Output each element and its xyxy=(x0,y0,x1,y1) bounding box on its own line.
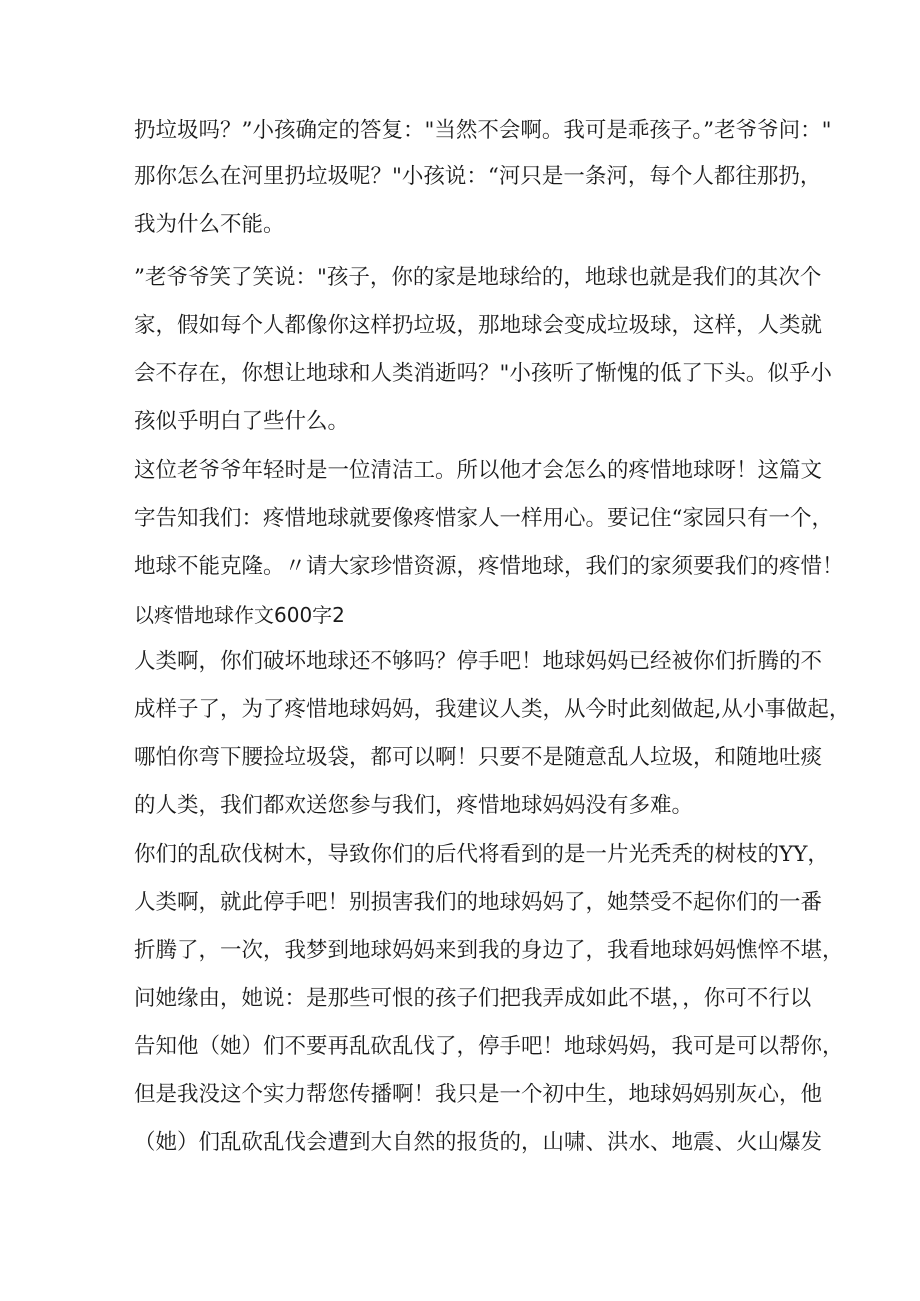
text-line: 人类啊，就此停手吧！别损害我们的地球妈妈了，她禁受不起你们的一番 xyxy=(134,890,823,915)
text-line: 但是我没这个实力帮您传播啊！我只是一个初中生，地球妈妈别灰心，他 xyxy=(134,1082,823,1107)
text-line: 哪怕你弯下腰捡垃圾袋，都可以啊！只要不是随意乱人垃圾，和随地吐痰 xyxy=(134,745,823,770)
text-line: 扔垃圾吗？”小孩确定的答复："当然不会啊。我可是乖孩子。”老爷爷问：" xyxy=(134,118,832,143)
text-line: 我为什么不能。 xyxy=(134,212,285,237)
text-line: （她）们乱砍乱伐会遭到大自然的报货的，山啸、洪水、地震、火山爆发 xyxy=(134,1130,823,1155)
text-line: 成样子了，为了疼惜地球妈妈，我建议人类，从今时此刻做起,从小事做起， xyxy=(134,697,851,722)
text-line: 字告知我们：疼惜地球就要像疼惜家人一样用心。要记住“家园只有一个， xyxy=(134,506,833,531)
section-heading: 以疼惜地球作文600字2 xyxy=(134,603,345,627)
text-line: 家，假如每个人都像你这样扔垃圾，那地球会变成垃圾球，这样，人类就 xyxy=(134,313,823,338)
text-line: 会不存在，你想让地球和人类消逝吗？"小孩听了惭愧的低了下头。似乎小 xyxy=(134,361,832,386)
text-line: 折腾了，一次，我梦到地球妈妈来到我的身边了，我看地球妈妈憔悴不堪， xyxy=(134,938,844,963)
text-line: 人类啊，你们破坏地球还不够吗？停手吧！地球妈妈已经被你们折腾的不 xyxy=(134,649,823,674)
text-line: 问她缘由，她说：是那些可恨的孩子们把我弄成如此不堪，，你可不行以 xyxy=(134,986,812,1011)
text-line: 地球不能克隆。〃请大家珍惜资源，疼惜地球，我们的家须要我们的疼惜！ xyxy=(134,554,844,579)
text-line: 这位老爷爷年轻时是一位清洁工。所以他才会怎么的疼惜地球呀！这篇文 xyxy=(134,458,823,483)
text-line: 告知他（她）们不要再乱砍乱伐了，停手吧！地球妈妈，我可是可以帮你， xyxy=(134,1034,844,1059)
text-line: 你们的乱砍伐树木，导致你们的后代将看到的是一片光秃秃的树枝的YY， xyxy=(134,842,829,867)
text-line: 的人类，我们都欢送您参与我们，疼惜地球妈妈没有多难。 xyxy=(134,793,694,818)
text-line: 孩似乎明白了些什么。 xyxy=(134,409,350,434)
text-line: 那你怎么在河里扔垃圾呢？"小孩说：“河只是一条河，每个人都往那扔， xyxy=(134,164,822,189)
text-line: ”老爷爷笑了笑说："孩子，你的家是地球给的，地球也就是我们的其次个 xyxy=(134,265,822,290)
